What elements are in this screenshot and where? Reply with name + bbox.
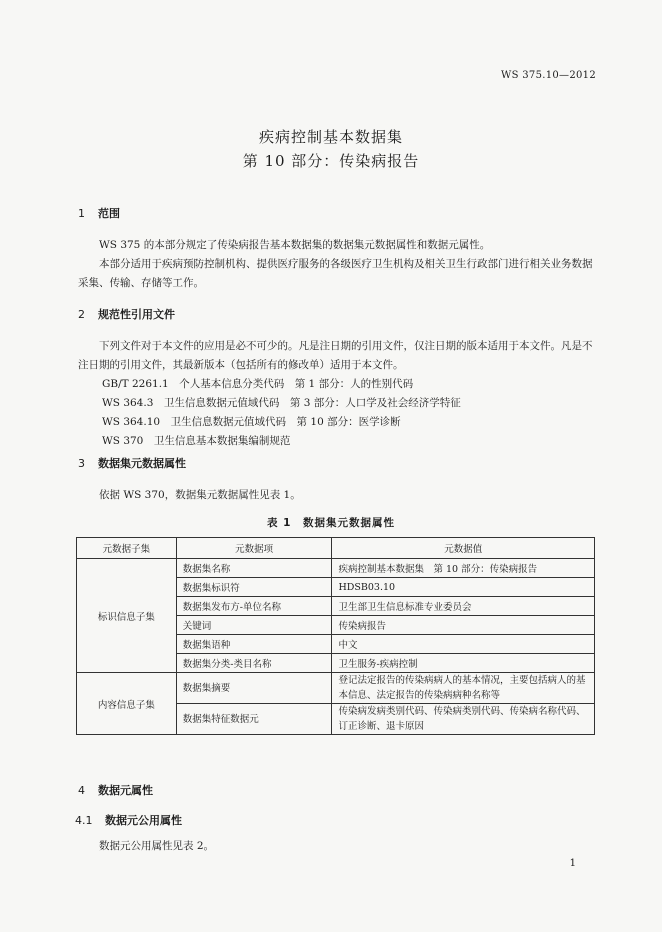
section-title: 数据集元数据属性	[98, 457, 186, 470]
item-cell: 数据集摘要	[176, 673, 332, 704]
section-2-para-1: 下列文件对于本文件的应用是必不可少的。凡是注日期的引用文件，仅注日期的版本适用于本文件。凡是不注日期的引用文件，其最新版本（包括所有的修改单）适用于本文件。	[78, 340, 593, 371]
item-cell: 数据集名称	[176, 559, 332, 578]
value-cell: 登记法定报告的传染病病人的基本情况，主要包括病人的基本信息、法定报告的传染病病种名称等	[332, 673, 595, 704]
metadata-table	[76, 537, 595, 735]
item-cell: 关键词	[176, 616, 332, 635]
value-cell: 传染病报告	[332, 616, 595, 635]
standard-number: WS 375.10—2012	[501, 70, 596, 81]
document-subtitle: 第 10 部分：传染病报告	[242, 152, 420, 170]
item-cell: 数据集语种	[176, 635, 332, 654]
item-cell: 数据集标识符	[176, 578, 332, 597]
section-1-para-1: WS 375 的本部分规定了传染病报告基本数据集的数据集元数据属性和数据元属性。	[99, 239, 491, 251]
document-title: 疾病控制基本数据集	[258, 128, 403, 146]
section-title: 数据元属性	[98, 784, 153, 797]
section-number: 1	[78, 207, 85, 220]
section-4-1-para-1: 数据元公用属性见表 2。	[99, 840, 215, 852]
value-cell: 卫生服务-疾病控制	[332, 654, 595, 673]
table-row	[77, 673, 595, 704]
item-cell: 数据集发布方-单位名称	[176, 597, 332, 616]
value-cell: 中文	[332, 635, 595, 654]
section-1-heading	[78, 205, 120, 221]
column-header: 元数据值	[332, 538, 595, 559]
table-caption: 表 1 数据集元数据属性	[267, 517, 395, 529]
section-3-para-1: 依据 WS 370，数据集元数据属性见表 1。	[99, 489, 301, 501]
column-header: 元数据项	[176, 538, 332, 559]
section-2-heading	[78, 306, 175, 322]
group-cell: 内容信息子集	[77, 673, 177, 735]
reference-item: WS 364.10 卫生信息数据元值域代码 第 10 部分：医学诊断	[102, 416, 401, 428]
section-4-heading	[78, 782, 153, 798]
value-cell: 传染病发病类别代码、传染病类别代码、传染病名称代码、订正诊断、退卡原因	[332, 704, 595, 735]
section-title: 规范性引用文件	[98, 308, 175, 321]
section-number: 4	[78, 784, 85, 797]
section-1-para-2: 本部分适用于疾病预防控制机构、提供医疗服务的各级医疗卫生机构及相关卫生行政部门进行相关业务数据采集、传输、存储等工作。	[78, 258, 593, 289]
reference-item: WS 370 卫生信息基本数据集编制规范	[102, 435, 291, 447]
section-number: 2	[78, 308, 85, 321]
table-header-row	[77, 538, 595, 559]
section-number: 4.1	[75, 814, 93, 827]
page-number: 1	[569, 858, 576, 869]
reference-item: GB/T 2261.1 个人基本信息分类代码 第 1 部分：人的性别代码	[102, 378, 414, 390]
section-4-1-heading	[75, 812, 182, 828]
section-title: 范围	[98, 207, 120, 220]
column-header: 元数据子集	[77, 538, 177, 559]
section-3-heading	[78, 455, 186, 471]
value-cell: 疾病控制基本数据集 第 10 部分：传染病报告	[332, 559, 595, 578]
section-title: 数据元公用属性	[105, 814, 182, 827]
item-cell: 数据集特征数据元	[176, 704, 332, 735]
section-number: 3	[78, 457, 85, 470]
item-cell: 数据集分类-类目名称	[176, 654, 332, 673]
table-row	[77, 559, 595, 578]
reference-item: WS 364.3 卫生信息数据元值域代码 第 3 部分：人口学及社会经济学特征	[102, 397, 461, 409]
value-cell: 卫生部卫生信息标准专业委员会	[332, 597, 595, 616]
value-cell: HDSB03.10	[332, 578, 595, 597]
group-cell: 标识信息子集	[77, 559, 177, 673]
